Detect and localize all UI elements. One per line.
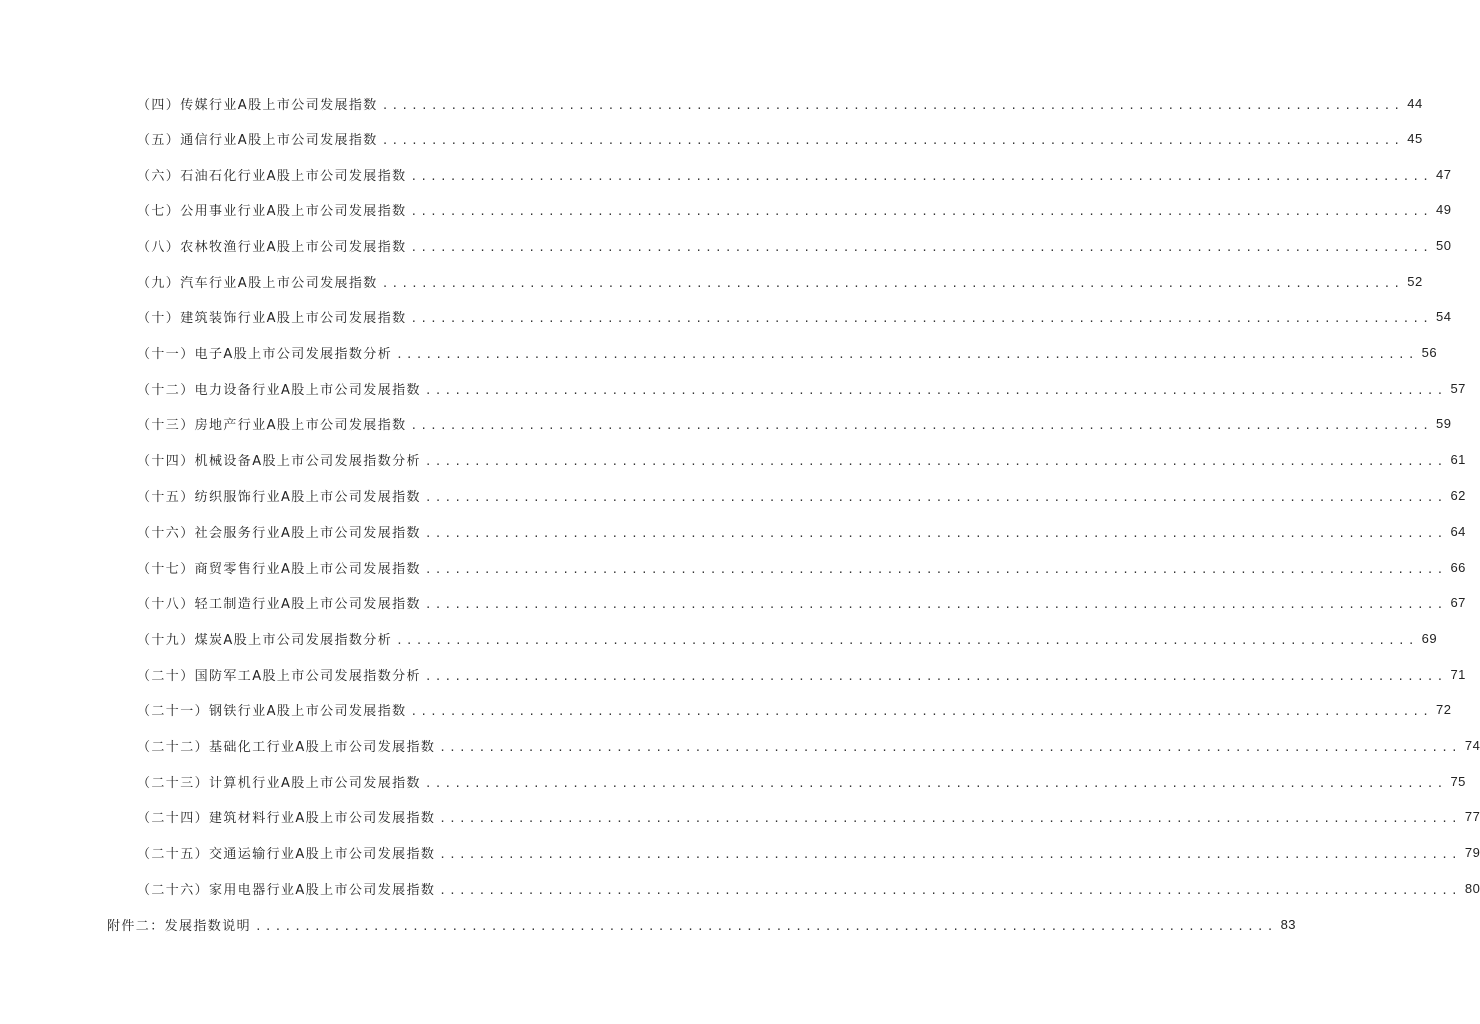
- toc-entry-title: （八）农林牧渔行业A股上市公司发展指数: [137, 239, 407, 255]
- toc-entry-title: （二十六）家用电器行业A股上市公司发展指数: [137, 882, 436, 898]
- toc-dot-leader: ........................................................................................................: [396, 633, 1418, 647]
- toc-entry[interactable]: [137, 734, 1480, 756]
- toc-dot-leader: ........................................................................................................: [410, 204, 1433, 218]
- toc-entry[interactable]: [137, 484, 1466, 506]
- toc-entry[interactable]: [137, 841, 1480, 863]
- toc-entry-title: （十四）机械设备A股上市公司发展指数分析: [137, 453, 421, 469]
- toc-entry-title: （十五）纺织服饰行业A股上市公司发展指数: [137, 489, 421, 505]
- toc-entry-title: （十八）轻工制造行业A股上市公司发展指数: [137, 596, 421, 612]
- toc-page-number: 59: [1436, 415, 1452, 431]
- toc-page-number: 74: [1464, 737, 1480, 753]
- toc-dot-leader: ........................................................................................................: [424, 562, 1447, 576]
- toc-entry[interactable]: [137, 877, 1480, 899]
- toc-page-number: 83: [1280, 916, 1297, 932]
- toc-dot-leader: ........................................................................................................: [424, 383, 1447, 397]
- toc-entry[interactable]: [137, 341, 1438, 363]
- toc-page-number: 75: [1450, 773, 1466, 789]
- toc-dot-leader: ........................................................................................................: [424, 776, 1447, 790]
- toc-dot-leader: ........................................................................................................: [396, 347, 1418, 361]
- toc-entry-title: （二十五）交通运输行业A股上市公司发展指数: [137, 846, 436, 862]
- toc-entry[interactable]: [137, 591, 1466, 613]
- toc-page-number: 77: [1464, 808, 1480, 824]
- toc-page-number: 54: [1436, 308, 1452, 324]
- toc-entry-title: （二十一）钢铁行业A股上市公司发展指数: [137, 703, 407, 719]
- toc-entry-title: （五）通信行业A股上市公司发展指数: [137, 132, 378, 148]
- toc-dot-leader: ........................................................................................................: [410, 418, 1433, 432]
- toc-page-number: 52: [1407, 273, 1423, 289]
- toc-dot-leader: ........................................................................................................: [424, 490, 1447, 504]
- toc-dot-leader: ........................................................................................................: [424, 597, 1447, 611]
- toc-page-number: 49: [1436, 201, 1452, 217]
- toc-page-number: 69: [1421, 630, 1438, 646]
- toc-dot-leader: ........................................................................................................: [439, 847, 1461, 861]
- toc-entry[interactable]: [137, 770, 1466, 792]
- toc-entry-title: （十一）电子A股上市公司发展指数分析: [137, 346, 393, 362]
- toc-dot-leader: ........................................................................................................: [410, 704, 1433, 718]
- toc-entry-title: （六）石油石化行业A股上市公司发展指数: [137, 168, 407, 184]
- toc-entry-title: （四）传媒行业A股上市公司发展指数: [137, 97, 378, 113]
- toc-page-number: 72: [1436, 701, 1452, 717]
- toc-entry-title: （二十四）建筑材料行业A股上市公司发展指数: [137, 810, 436, 826]
- toc-entry-title: （十七）商贸零售行业A股上市公司发展指数: [137, 561, 421, 577]
- toc-entry-title: （二十）国防军工A股上市公司发展指数分析: [137, 668, 421, 684]
- toc-entry-title: （十九）煤炭A股上市公司发展指数分析: [137, 632, 393, 648]
- toc-page-number: 50: [1436, 237, 1452, 253]
- toc-dot-leader: ........................................................................................................: [410, 169, 1433, 183]
- toc-entry[interactable]: [137, 627, 1438, 649]
- toc-entry[interactable]: [137, 377, 1466, 399]
- toc-page-number: 79: [1464, 844, 1480, 860]
- toc-dot-leader: ........................................................................................................: [381, 276, 1404, 290]
- toc-entry[interactable]: [137, 448, 1466, 470]
- toc-dot-leader: ........................................................................................................: [439, 740, 1461, 754]
- toc-entry[interactable]: [137, 163, 1452, 185]
- toc-entry[interactable]: [137, 520, 1466, 542]
- toc-dot-leader: ........................................................................................................: [410, 311, 1433, 325]
- toc-page-number: 67: [1450, 594, 1466, 610]
- toc-dot-leader: ........................................................................................................: [381, 133, 1404, 147]
- toc-entry[interactable]: [137, 270, 1423, 292]
- toc-page-number: 64: [1450, 523, 1466, 539]
- toc-dot-leader: ........................................................................................................: [439, 883, 1461, 897]
- toc-entry-title: 附件二：发展指数说明: [107, 918, 252, 934]
- toc-dot-leader: ........................................................................................................: [381, 98, 1404, 112]
- toc-entry-title: （二十三）计算机行业A股上市公司发展指数: [137, 775, 421, 791]
- toc-page-number: 62: [1450, 487, 1466, 503]
- toc-entry[interactable]: [137, 305, 1452, 327]
- toc-entry[interactable]: [137, 127, 1423, 149]
- toc-page-number: 66: [1450, 559, 1466, 575]
- toc-page-number: 56: [1421, 344, 1438, 360]
- toc-entry[interactable]: [137, 198, 1452, 220]
- toc-page-number: 44: [1407, 95, 1423, 111]
- toc-entry-title: （七）公用事业行业A股上市公司发展指数: [137, 203, 407, 219]
- toc-entry-appendix[interactable]: [107, 913, 1297, 935]
- toc-entry-title: （十三）房地产行业A股上市公司发展指数: [137, 417, 407, 433]
- toc-dot-leader: ........................................................................................................: [424, 454, 1447, 468]
- toc-dot-leader: ........................................................................................................: [255, 919, 1277, 933]
- toc-dot-leader: ........................................................................................................: [410, 240, 1433, 254]
- toc-entry[interactable]: [137, 92, 1423, 114]
- toc-entry-title: （九）汽车行业A股上市公司发展指数: [137, 275, 378, 291]
- toc-page-number: 80: [1464, 880, 1480, 896]
- toc-dot-leader: ........................................................................................................: [424, 669, 1447, 683]
- toc-entry[interactable]: [137, 412, 1452, 434]
- toc-entry-title: （十二）电力设备行业A股上市公司发展指数: [137, 382, 421, 398]
- toc-entry-title: （十）建筑装饰行业A股上市公司发展指数: [137, 310, 407, 326]
- toc-entry-title: （十六）社会服务行业A股上市公司发展指数: [137, 525, 421, 541]
- toc-dot-leader: ........................................................................................................: [439, 811, 1461, 825]
- toc-entry[interactable]: [137, 663, 1466, 685]
- toc-page-number: 57: [1450, 380, 1466, 396]
- toc-page-number: 71: [1450, 666, 1466, 682]
- toc-entry-title: （二十二）基础化工行业A股上市公司发展指数: [137, 739, 436, 755]
- toc-page-number: 61: [1450, 451, 1466, 467]
- toc-page-number: 45: [1407, 130, 1423, 146]
- toc-entry[interactable]: [137, 698, 1452, 720]
- toc-entry[interactable]: [137, 805, 1480, 827]
- toc-dot-leader: ........................................................................................................: [424, 526, 1447, 540]
- toc-page-number: 47: [1436, 166, 1452, 182]
- toc-entry[interactable]: [137, 556, 1466, 578]
- toc-entry[interactable]: [137, 234, 1452, 256]
